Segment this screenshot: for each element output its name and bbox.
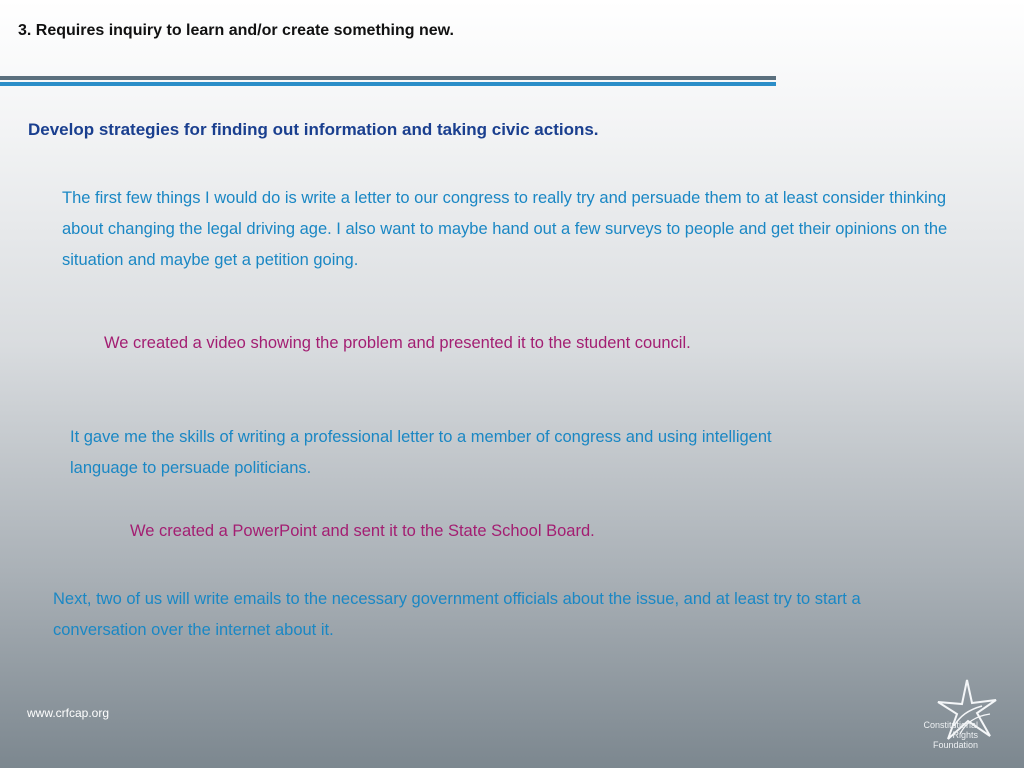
paragraph-video: We created a video showing the problem and presented it to the student council. [104, 334, 691, 352]
title-rule-blue [0, 82, 776, 86]
slide-title: 3. Requires inquiry to learn and/or create something new. [18, 22, 454, 39]
paragraph-strategy: The first few things I would do is write a letter to our congress to really try and persuade them to at least consider thinking about changing the legal driving age. I also want to maybe hand out a few surveys to people and get their opinions on the situation and maybe get a petition going. [62, 189, 948, 269]
title-rule-dark [0, 76, 776, 80]
logo [866, 676, 1006, 760]
logo-line-1: Constitutional [923, 720, 978, 730]
paragraph-next-steps: Next, two of us will write emails to the necessary government officials about the issue, and at least try to start a conversation over the internet about it. [53, 590, 861, 639]
logo-text [923, 720, 978, 750]
logo-line-2: Rights [952, 730, 978, 740]
paragraph-skills: It gave me the skills of writing a professional letter to a member of congress and using intelligent language to persuade politicians. [70, 428, 772, 477]
logo-line-3: Foundation [932, 740, 978, 750]
paragraph-powerpoint: We created a PowerPoint and sent it to the State School Board. [130, 522, 595, 540]
footer-url[interactable]: www.crfcap.org [27, 706, 110, 720]
section-heading: Develop strategies for finding out information and taking civic actions. [28, 120, 599, 139]
